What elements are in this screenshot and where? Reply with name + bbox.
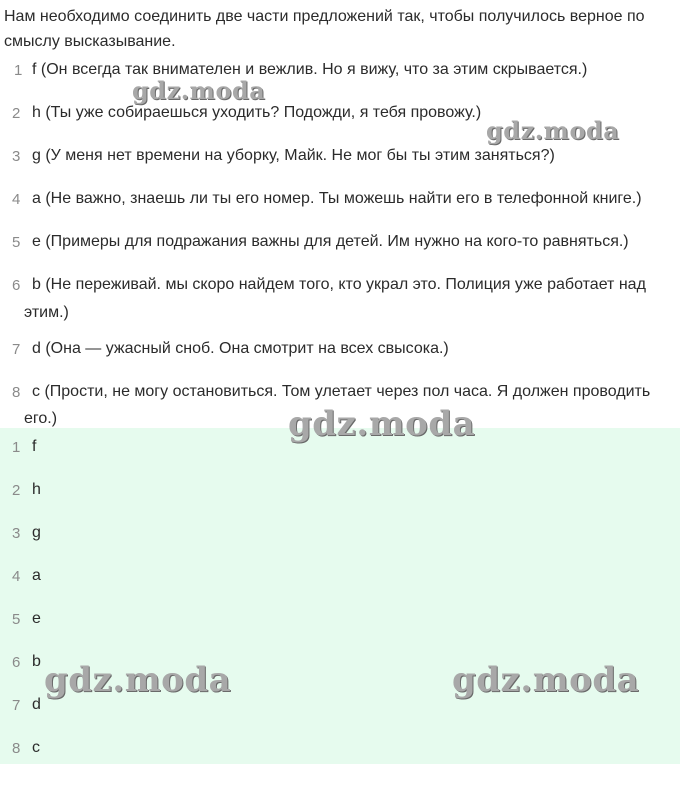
answer-text: h xyxy=(32,481,41,498)
question-number: 7 xyxy=(12,341,21,358)
question-text: g (У меня нет времени на уборку, Майк. Не мог бы ты этим заняться?) xyxy=(32,147,555,164)
answer-number: 4 xyxy=(12,568,21,585)
question-text: h (Ты уже собираешься уходить? Подожди, я тебя провожу.) xyxy=(32,104,482,121)
question-text: e (Примеры для подражания важны для детей. Им нужно на кого-то равняться.) xyxy=(32,233,629,250)
question-number: 4 xyxy=(12,191,21,208)
answer-number: 5 xyxy=(12,611,21,628)
question-number: 5 xyxy=(12,234,21,251)
watermark-logo: gdz.moda xyxy=(486,116,620,145)
answer-panel xyxy=(0,428,680,764)
watermark-logo: gdz.moda xyxy=(44,660,232,700)
answer-number: 1 xyxy=(12,439,21,456)
answer-text: f xyxy=(32,438,37,455)
watermark-logo: gdz.moda xyxy=(132,76,266,105)
watermark-logo: gdz.moda xyxy=(452,660,640,700)
answer-number: 6 xyxy=(12,654,21,671)
question-text: d (Она — ужасный сноб. Она смотрит на всех свысока.) xyxy=(32,340,449,357)
question-number: 3 xyxy=(12,148,21,165)
question-number: 2 xyxy=(12,105,21,122)
question-number: 8 xyxy=(12,384,21,401)
question-text: f (Он всегда так внимателен и вежлив. Но я вижу, что за этим скрывается.) xyxy=(32,61,588,78)
question-number: 1 xyxy=(14,62,23,79)
question-text-continued: этим.) xyxy=(24,304,69,321)
intro-text: Нам необходимо соединить две части предложений так, чтобы получилось верное по смыслу высказывание. xyxy=(4,8,645,50)
watermark-logo: gdz.moda xyxy=(288,404,476,444)
question-text: c (Прости, не могу остановиться. Том улетает через пол часа. Я должен проводить xyxy=(32,383,651,400)
answer-number: 3 xyxy=(12,525,21,542)
answer-number: 2 xyxy=(12,482,21,499)
answer-text: g xyxy=(32,524,41,541)
answer-text: b xyxy=(32,653,41,670)
question-number: 6 xyxy=(12,277,21,294)
question-text-continued: его.) xyxy=(24,410,58,427)
answer-number: 8 xyxy=(12,740,21,757)
question-text: b (Не переживай. мы скоро найдем того, кто украл это. Полиция уже работает над xyxy=(32,276,646,293)
question-text: a (Не важно, знаешь ли ты его номер. Ты можешь найти его в телефонной книге.) xyxy=(32,190,642,207)
answer-text: e xyxy=(32,610,41,627)
answer-text: c xyxy=(32,739,40,756)
answer-text: d xyxy=(32,696,41,713)
answer-number: 7 xyxy=(12,697,21,714)
answer-text: a xyxy=(32,567,41,584)
